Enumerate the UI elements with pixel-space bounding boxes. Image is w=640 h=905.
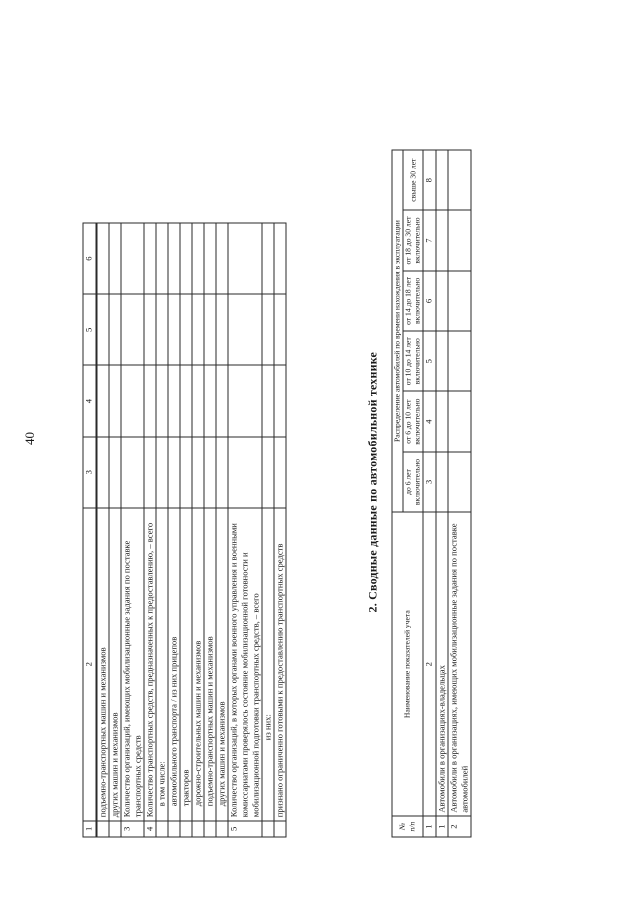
value-cell [192,294,204,365]
header-cell: 1 [83,821,97,837]
value-cell [204,437,216,508]
value-cell [144,223,156,294]
row-number: 4 [144,821,156,837]
value-cell [180,437,192,508]
value-cell [436,391,448,451]
table-header-row [83,223,97,837]
value-cell [168,437,180,508]
value-cell [192,365,204,436]
rotated-page [83,128,538,838]
value-cell [144,294,156,365]
value-cell [262,223,274,294]
table-row [216,223,228,837]
row-text: Количество транспортных средств, предназначенных к предоставлению, – всего [144,508,156,821]
row-number [262,821,274,837]
value-cell [448,271,471,331]
table-row [121,223,144,837]
row-name: Автомобили в организациях, имеющих мобилизационные задания по поставке автомобилей [448,512,471,816]
value-cell [262,294,274,365]
value-cell [168,365,180,436]
table-row [204,223,216,837]
col-header-name: Наименование показателей учета [392,512,423,816]
age-range-header: от 18 до 30 лет включительно [403,210,423,270]
value-cell [216,437,228,508]
row-number: 3 [121,821,144,837]
page-number: 40 [22,432,37,445]
value-cell [204,223,216,294]
value-cell [448,391,471,451]
row-number [192,821,204,837]
row-text: подъемно-транспортных машин и механизмов [204,508,216,821]
row-text: дорожно-строительных машин и механизмов [192,508,204,821]
value-cell [156,437,168,508]
row-text: из них: [262,508,274,821]
table-row [228,223,262,837]
table-row [109,223,121,837]
row-text: Количество организаций, имеющих мобилизационные задания по поставке транспортных средств [121,508,144,821]
index-cell: 6 [423,271,436,331]
value-cell [436,331,448,391]
column-index-row [423,150,436,837]
value-cell [228,365,262,436]
value-cell [436,210,448,270]
value-cell [216,294,228,365]
value-cell [168,223,180,294]
value-cell [168,294,180,365]
value-cell [204,365,216,436]
value-cell [448,452,471,512]
row-text: признано ограниченно готовыми к предоставлению транспортных средств [274,508,286,821]
value-cell [448,150,471,210]
row-number [204,821,216,837]
row-text: автомобильного транспорта / из них прицепов [168,508,180,821]
value-cell [180,294,192,365]
header-cell: 6 [83,223,97,294]
vehicle-summary-table [392,150,472,838]
row-text: тракторов [180,508,192,821]
row-number [97,821,110,837]
row-number [168,821,180,837]
vehicle-summary-body [436,150,471,837]
table-header-row [392,150,403,837]
mobilization-table [83,223,287,838]
value-cell [97,223,110,294]
index-cell: 2 [423,512,436,816]
value-cell [97,365,110,436]
value-cell [228,294,262,365]
value-cell [109,365,121,436]
row-text: других машин и механизмов [109,508,121,821]
value-cell [156,365,168,436]
value-cell [228,437,262,508]
value-cell [156,223,168,294]
table-row [436,150,448,837]
section-title: 2. Сводные данные по автомобильной технике [365,351,380,613]
table-row [180,223,192,837]
row-number [156,821,168,837]
value-cell [121,437,144,508]
value-cell [436,452,448,512]
table-row [156,223,168,837]
row-number [274,821,286,837]
table-row [448,150,471,837]
age-range-header: от 6 до 10 лет включительно [403,391,423,451]
row-number: 2 [448,816,471,837]
row-text: других машин и механизмов [216,508,228,821]
value-cell [274,223,286,294]
index-cell: 8 [423,150,436,210]
age-range-header: от 14 до 18 лет включительно [403,271,423,331]
value-cell [204,294,216,365]
index-cell: 3 [423,452,436,512]
index-cell: 1 [423,816,436,837]
value-cell [228,223,262,294]
row-number: 1 [436,816,448,837]
value-cell [121,223,144,294]
age-range-header: до 6 лет включительно [403,452,423,512]
value-cell [436,150,448,210]
value-cell [97,437,110,508]
value-cell [121,294,144,365]
row-number [109,821,121,837]
row-number [216,821,228,837]
age-range-header: от 10 до 14 лет включительно [403,331,423,391]
value-cell [274,365,286,436]
header-cell: 5 [83,294,97,365]
row-text: в том числе: [156,508,168,821]
value-cell [448,331,471,391]
value-cell [109,223,121,294]
table-row [192,223,204,837]
value-cell [97,294,110,365]
value-cell [144,437,156,508]
row-number [180,821,192,837]
row-text: подъемно-транспортных машин и механизмов [97,508,110,821]
value-cell [216,223,228,294]
index-cell: 7 [423,210,436,270]
row-number: 5 [228,821,262,837]
header-cell: 4 [83,365,97,436]
row-text: Количество организаций, в которых органами военного управления и военными комиссариатами проверялось состояние мобилизационной готовности и мобилизационной подготовки транспортных средств, – всего [228,508,262,821]
value-cell [180,223,192,294]
value-cell [274,437,286,508]
table-row [97,223,110,837]
age-range-header: свыше 30 лет [403,150,423,210]
value-cell [436,271,448,331]
header-cell: 3 [83,437,97,508]
table-row [144,223,156,837]
value-cell [192,223,204,294]
table-row [274,223,286,837]
value-cell [109,437,121,508]
value-cell [192,437,204,508]
table-row [262,223,274,837]
table-row [168,223,180,837]
value-cell [156,294,168,365]
col-header-number: № п/п [392,816,423,837]
value-cell [262,365,274,436]
header-cell: 2 [83,508,97,821]
value-cell [216,365,228,436]
value-cell [262,437,274,508]
group-header: Распределение автомобилей по времени нахождения в эксплуатации [392,150,403,512]
value-cell [448,210,471,270]
row-name: Автомобили в организациях-владельцах [436,512,448,816]
value-cell [144,365,156,436]
value-cell [274,294,286,365]
value-cell [121,365,144,436]
value-cell [180,365,192,436]
index-cell: 4 [423,391,436,451]
mobilization-table-body [97,223,287,837]
value-cell [109,294,121,365]
index-cell: 5 [423,331,436,391]
